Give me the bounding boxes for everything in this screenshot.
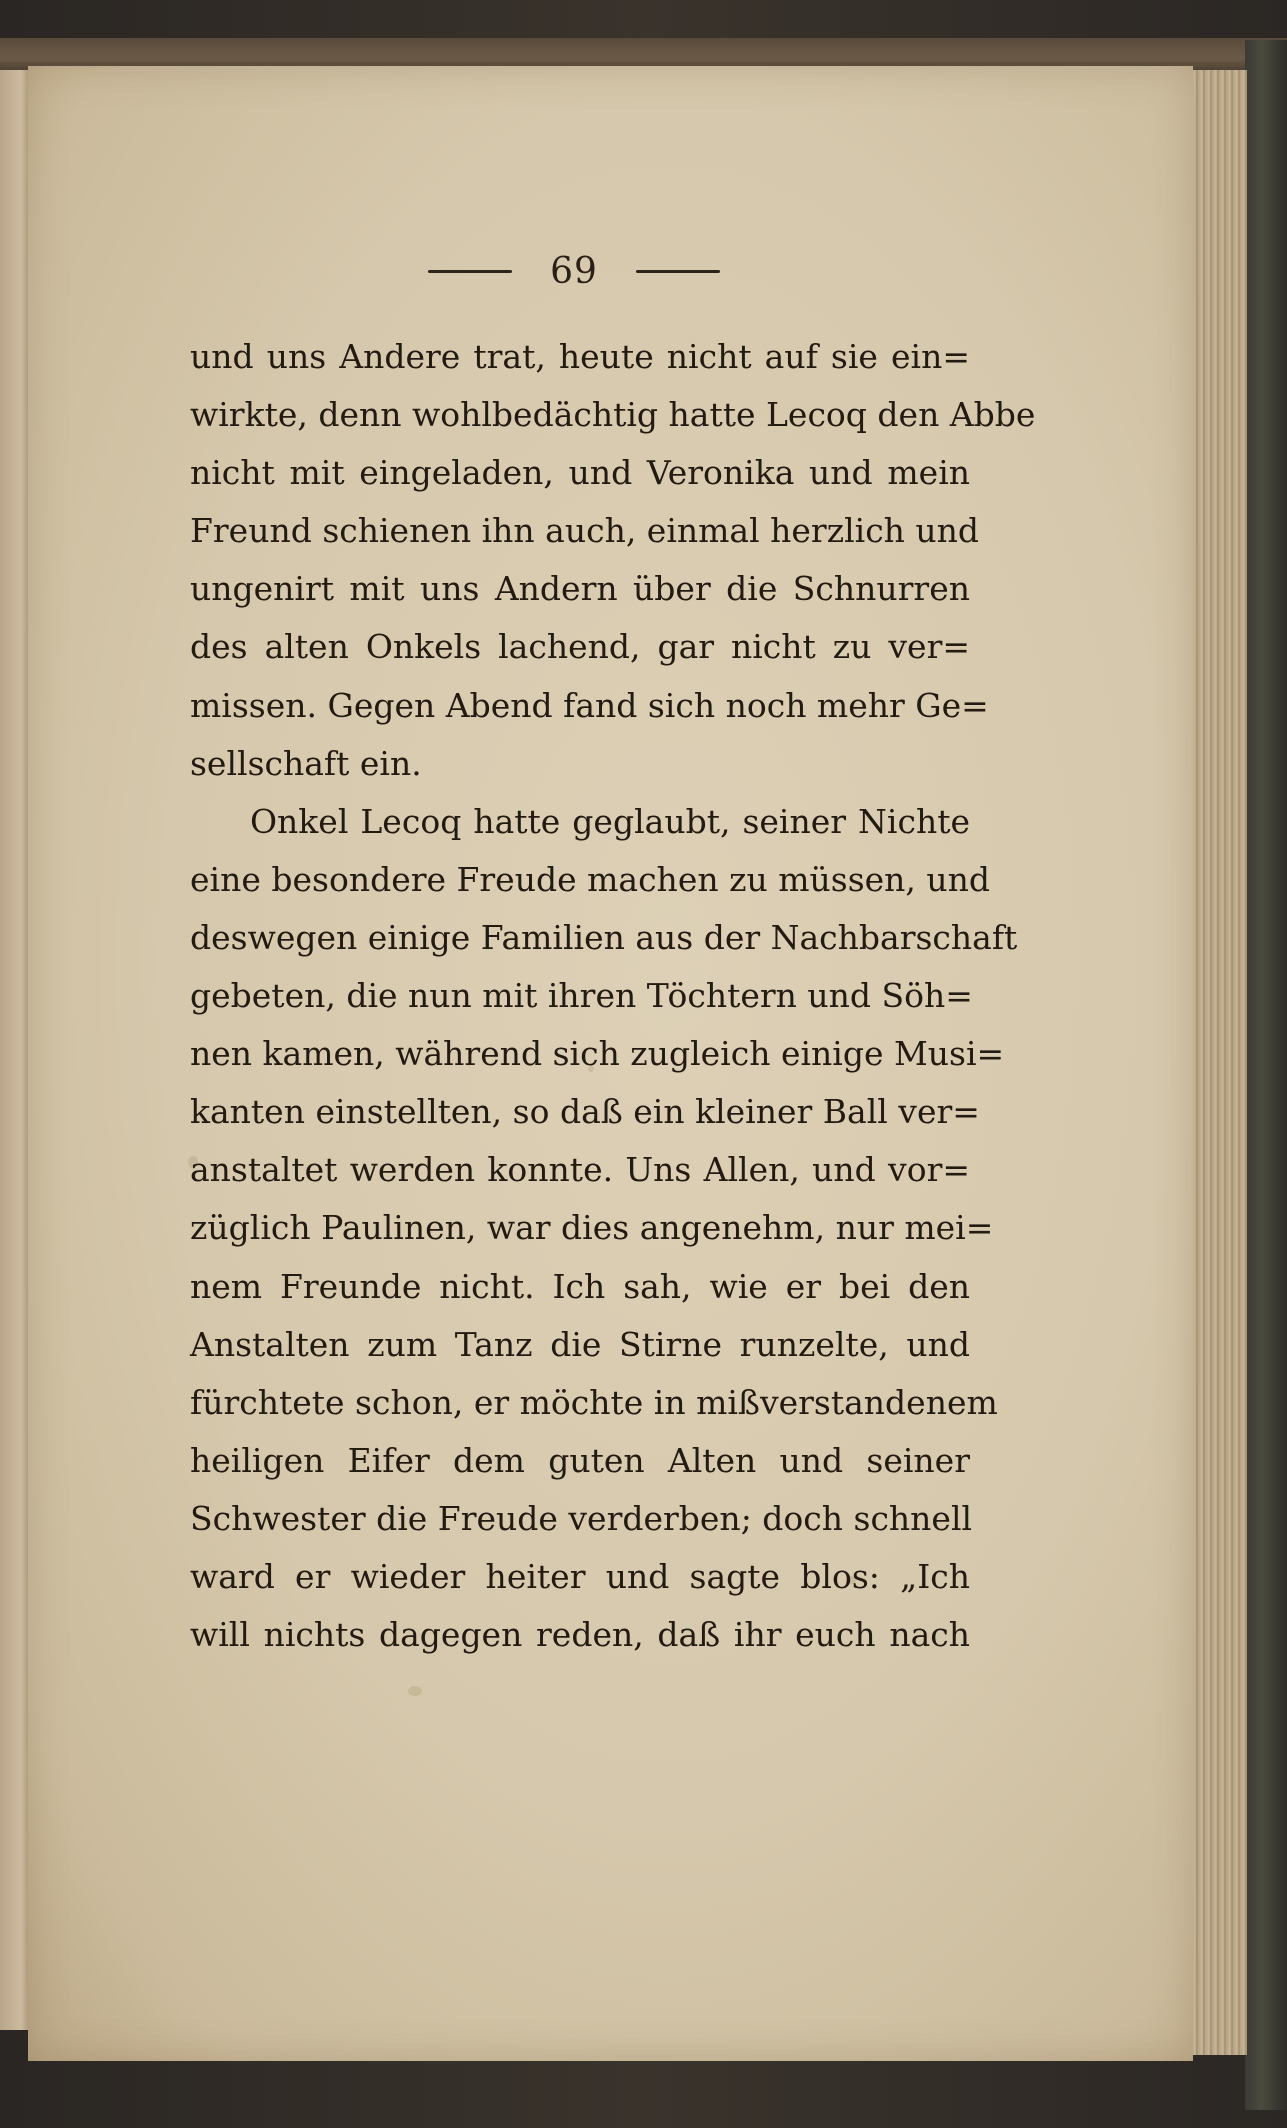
header-rule-right (636, 270, 720, 273)
text-line: des alten Onkels lachend, gar nicht zu ver= (190, 627, 970, 667)
text-line: ungenirt mit uns Andern über die Schnurren (190, 569, 970, 609)
text-line: gebeten, die nun mit ihren Töchtern und Söh= (190, 976, 973, 1016)
text-line: heiligen Eifer dem guten Alten und seiner (190, 1440, 970, 1480)
text-line: will nichts dagegen reden, daß ihr euch nach (190, 1615, 970, 1655)
text-line: Freund schienen ihn auch, einmal herzlich und (190, 511, 980, 551)
text-line: Anstalten zum Tanz die Stirne runzelte, und (190, 1324, 970, 1364)
text-line: nicht mit eingeladen, und Veronika und mein (190, 453, 970, 493)
text-line: Schwester die Freude verderben; doch schnell (190, 1498, 973, 1538)
page-number: 69 (550, 250, 598, 292)
text-line: und uns Andere trat, heute nicht auf sie ein= (190, 337, 970, 376)
text-line: deswegen einige Familien aus der Nachbarschaft (190, 917, 1018, 957)
previous-page-edge (0, 70, 30, 2030)
text-line: nen kamen, während sich zugleich einige Musi= (190, 1034, 1005, 1074)
paper-stain (408, 1686, 422, 1696)
header-rule-left (428, 270, 512, 273)
body-text (190, 328, 1036, 1664)
text-line: missen. Gegen Abend fand sich noch mehr Ge= (190, 685, 989, 725)
text-line: nem Freunde nicht. Ich sah, wie er bei den (190, 1266, 970, 1306)
text-line: sellschaft ein. (190, 743, 422, 783)
text-line: ward er wieder heiter und sagte blos: „Ich (190, 1556, 970, 1596)
page-header (424, 246, 724, 296)
text-line: wirkte, denn wohlbedächtig hatte Lecoq den Abbe (190, 395, 1036, 435)
text-line: züglich Paulinen, war dies angenehm, nur mei= (190, 1208, 994, 1248)
page-stack-edges (1185, 70, 1247, 2055)
text-line: kanten einstellten, so daß ein kleiner Ball ver= (190, 1092, 980, 1132)
text-line: anstaltet werden konnte. Uns Allen, und vor= (190, 1150, 970, 1190)
text-line: eine besondere Freude machen zu müssen, und (190, 859, 991, 899)
book-cover-right-edge (1245, 40, 1287, 2110)
text-line: fürchtete schon, er möchte in mißverstandenem (190, 1382, 998, 1422)
paragraph-start-line: Onkel Lecoq hatte geglaubt, seiner Nichte (250, 801, 970, 841)
